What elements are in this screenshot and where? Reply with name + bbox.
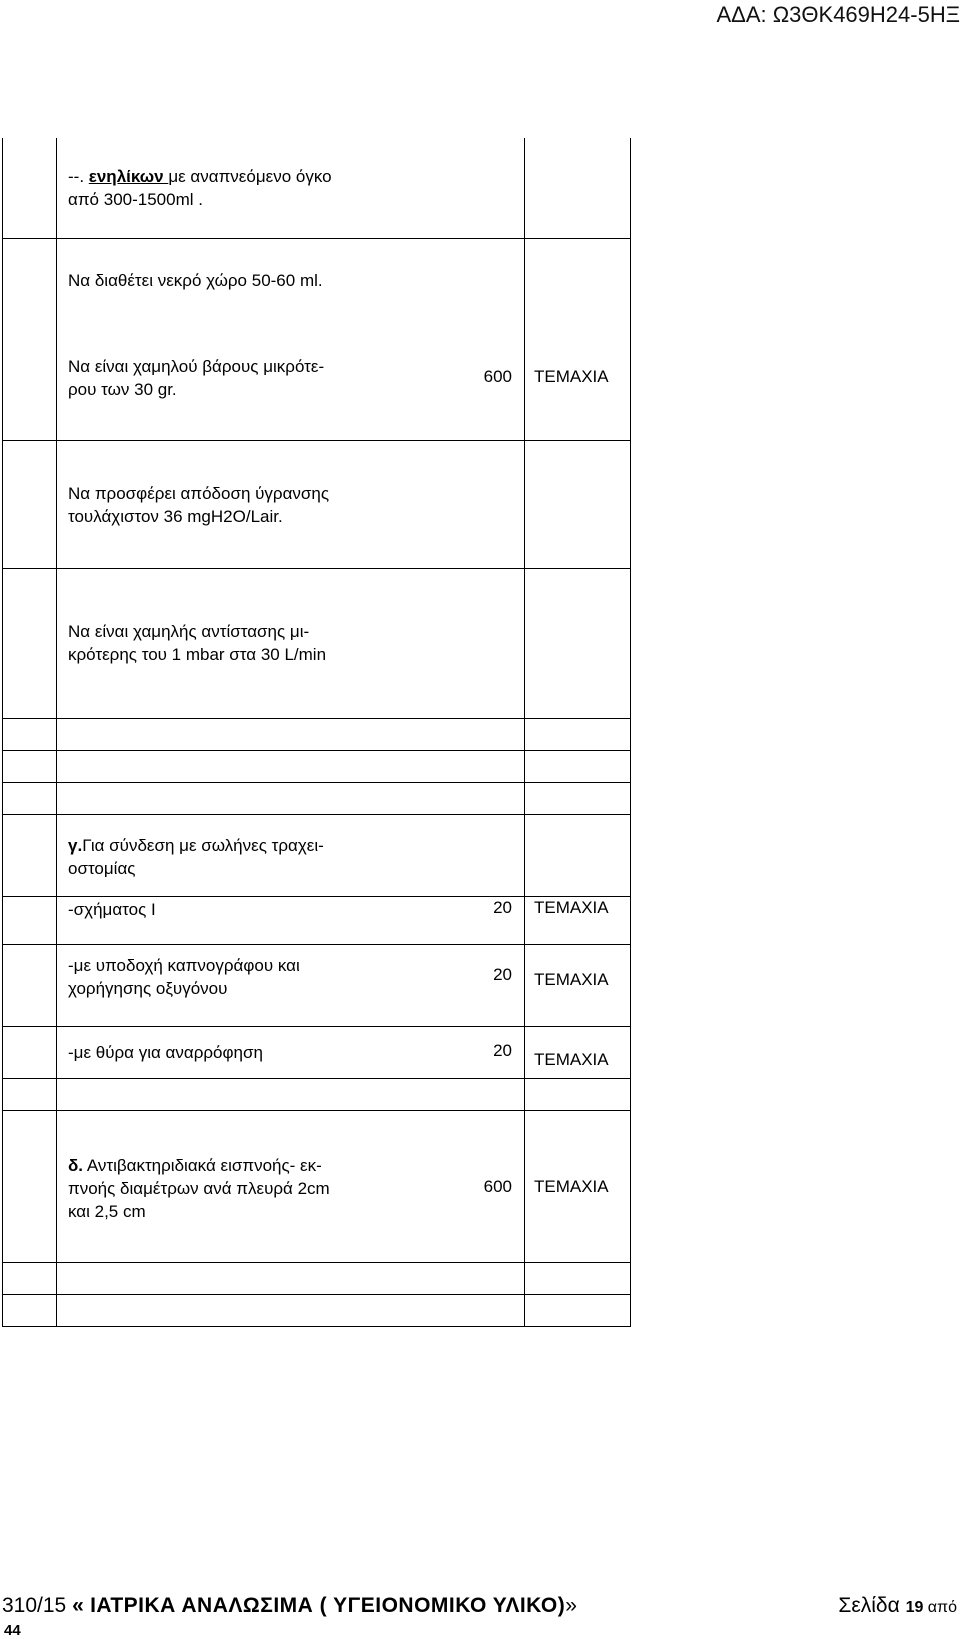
quantity-cell: 600 <box>483 367 512 386</box>
spec-humidification: Να προσφέρει απόδοση ύγρανσης τουλάχιστον 36 mgH2O/Lair. <box>68 484 330 526</box>
table-row-divider <box>2 238 630 239</box>
table-row-divider <box>2 814 630 815</box>
table-row-divider <box>2 1294 630 1295</box>
quantity-cell: 20 <box>493 965 512 984</box>
table-row-divider <box>2 568 630 569</box>
spec-dead-space: Να διαθέτει νεκρό χώρο 50-60 ml. <box>68 271 323 290</box>
unit-cell: ΤΕΜΑΧΙΑ <box>534 1050 609 1069</box>
table-border-left <box>2 138 3 1327</box>
section-c-tracheostomy: γ.Για σύνδεση με σωλήνες τραχει- οστομίας <box>68 836 324 878</box>
table-row-divider <box>2 1026 630 1027</box>
table-row-divider <box>2 440 630 441</box>
page-indicator: Σελίδα 19 από <box>838 1594 957 1617</box>
table-column-divider <box>524 138 525 1327</box>
spec-resistance: Να είναι χαμηλής αντίστασης μι- κρότερης του 1 mbar στα 30 L/min <box>68 622 327 664</box>
table-row-divider <box>2 718 630 719</box>
item-capnograph-oxygen: -με υποδοχή καπνογράφου και χορήγησης οξυγόνου <box>68 956 300 998</box>
quantity-cell: 20 <box>493 1041 512 1060</box>
unit-cell: ΤΕΜΑΧΙΑ <box>534 970 609 989</box>
unit-cell: ΤΕΜΑΧΙΑ <box>534 1177 609 1196</box>
quantity-cell: 20 <box>493 898 512 917</box>
ada-code: ΑΔΑ: Ω3ΘΚ469Η24-5ΗΞ <box>716 2 960 27</box>
table-row-divider <box>2 1262 630 1263</box>
table-border-right <box>630 138 631 1327</box>
spec-weight: Να είναι χαμηλού βάρους μικρότε- ρου των 30 gr. <box>68 357 325 399</box>
footer-title: 310/15 « ΙΑΤΡΙΚΑ ΑΝΑΛΩΣΙΜΑ ( ΥΓΕΙΟΝΟΜΙΚΟ ΥΛΙΚΟ)» <box>2 1594 577 1617</box>
item-suction-port: -με θύρα για αναρρόφηση <box>68 1043 263 1062</box>
table-column-divider <box>56 138 57 1327</box>
spec-adults-volume: --. ενηλίκων με αναπνεόμενο όγκο από 300-1500ml . <box>68 167 332 209</box>
table-row-divider <box>2 782 630 783</box>
table-border-bottom <box>2 1326 630 1327</box>
unit-cell: ΤΕΜΑΧΙΑ <box>534 367 609 386</box>
section-d-antibacterial: δ. Αντιβακτηριδιακά εισπνοής- εκ- πνοής διαμέτρων ανά πλευρά 2cm και 2,5 cm <box>68 1156 330 1221</box>
table-row-divider <box>2 944 630 945</box>
item-shape-i: -σχήματος Ι <box>68 900 156 919</box>
quantity-cell: 600 <box>483 1177 512 1196</box>
page-total: 44 <box>4 1622 21 1639</box>
table-row-divider <box>2 1078 630 1079</box>
unit-cell: ΤΕΜΑΧΙΑ <box>534 898 609 917</box>
table-row-divider <box>2 1110 630 1111</box>
table-row-divider <box>2 750 630 751</box>
table-row-divider <box>2 896 630 897</box>
